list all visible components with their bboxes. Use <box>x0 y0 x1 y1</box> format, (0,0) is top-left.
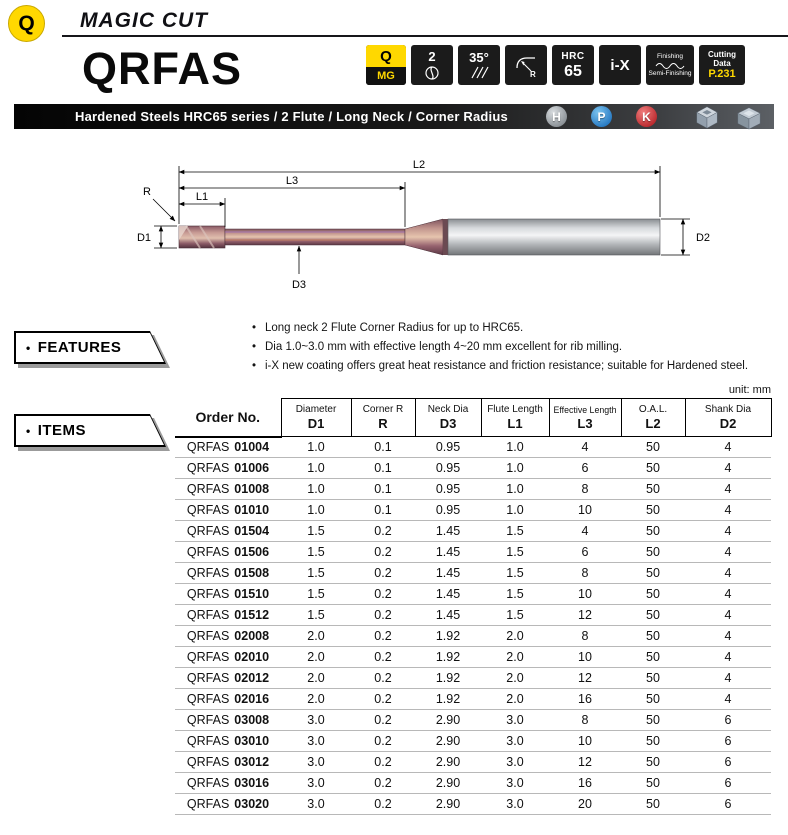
items-bullet: • <box>26 423 31 438</box>
flute-length-cell: 1.5 <box>481 542 549 563</box>
oal-cell: 50 <box>621 668 685 689</box>
flute-length-cell: 2.0 <box>481 689 549 710</box>
order-no-cell: QRFAS 03008 <box>175 710 281 731</box>
neck-dia-cell: 1.92 <box>415 689 481 710</box>
diameter-cell: 1.5 <box>281 563 351 584</box>
order-no-cell: QRFAS 01008 <box>175 479 281 500</box>
coating-boundary <box>443 219 448 255</box>
order-no-cell: QRFAS 02010 <box>175 647 281 668</box>
table-row <box>175 500 771 521</box>
oal-cell: 50 <box>621 542 685 563</box>
order-no-cell: QRFAS 02012 <box>175 668 281 689</box>
order-no-cell: QRFAS 01004 <box>175 437 281 458</box>
flute-length-cell: 1.0 <box>481 437 549 458</box>
diameter-cell: 1.5 <box>281 605 351 626</box>
table-row <box>175 794 771 815</box>
table-row <box>175 542 771 563</box>
page-title: QRFAS <box>82 43 243 94</box>
effective-length-cell: 6 <box>549 542 621 563</box>
effective-length-cell: 16 <box>549 689 621 710</box>
order-no-cell: QRFAS 01010 <box>175 500 281 521</box>
order-no-cell: QRFAS 01512 <box>175 605 281 626</box>
badge-hardness <box>552 45 594 85</box>
col-header-shank-dia: Shank Dia D2 <box>685 399 771 437</box>
tool-shank-section <box>448 219 660 255</box>
diameter-cell: 1.0 <box>281 479 351 500</box>
oal-cell: 50 <box>621 773 685 794</box>
cutting-data-label-1: Cutting <box>708 49 736 59</box>
badge-flute-count <box>411 45 453 85</box>
tool-diagram <box>14 142 774 317</box>
table-row <box>175 437 771 458</box>
diameter-cell: 3.0 <box>281 752 351 773</box>
material-badge-k: K <box>636 106 657 127</box>
flute-length-cell: 1.0 <box>481 479 549 500</box>
neck-dia-cell: 0.95 <box>415 458 481 479</box>
neck-dia-cell: 1.45 <box>415 521 481 542</box>
table-row <box>175 458 771 479</box>
effective-length-cell: 8 <box>549 563 621 584</box>
corner-r-cell: 0.1 <box>351 458 415 479</box>
shank-dia-cell: 4 <box>685 563 771 584</box>
dim-label-l1: L1 <box>195 191 209 203</box>
table-row <box>175 479 771 500</box>
neck-dia-cell: 0.95 <box>415 479 481 500</box>
effective-length-cell: 4 <box>549 437 621 458</box>
diameter-cell: 1.5 <box>281 521 351 542</box>
diameter-cell: 1.0 <box>281 458 351 479</box>
brand-logo <box>8 5 45 42</box>
diameter-cell: 1.0 <box>281 437 351 458</box>
corner-r-cell: 0.1 <box>351 437 415 458</box>
shank-dia-cell: 4 <box>685 437 771 458</box>
diameter-cell: 3.0 <box>281 710 351 731</box>
oal-cell: 50 <box>621 647 685 668</box>
neck-dia-cell: 1.92 <box>415 647 481 668</box>
neck-dia-cell: 2.90 <box>415 773 481 794</box>
machined-part-icon <box>690 104 724 130</box>
corner-r-cell: 0.2 <box>351 647 415 668</box>
order-no-cell: QRFAS 01510 <box>175 584 281 605</box>
neck-dia-cell: 2.90 <box>415 710 481 731</box>
flute-length-cell: 3.0 <box>481 773 549 794</box>
brand-name: MAGIC CUT <box>80 9 208 32</box>
flute-length-cell: 3.0 <box>481 752 549 773</box>
corner-r-cell: 0.1 <box>351 500 415 521</box>
diameter-cell: 1.5 <box>281 584 351 605</box>
series-description: Hardened Steels HRC65 series / 2 Flute / Long Neck / Corner Radius <box>75 109 508 124</box>
shank-dia-cell: 4 <box>685 647 771 668</box>
neck-dia-cell: 1.45 <box>415 563 481 584</box>
order-no-cell: QRFAS 03020 <box>175 794 281 815</box>
effective-length-cell: 20 <box>549 794 621 815</box>
badge-helix-angle <box>458 45 500 85</box>
col-header-effective-length: Effective Length L3 <box>549 399 621 437</box>
dim-label-r: R <box>143 186 151 198</box>
table-row <box>175 605 771 626</box>
flute-length-cell: 3.0 <box>481 794 549 815</box>
items-label: ITEMS <box>37 422 87 439</box>
shank-dia-cell: 6 <box>685 794 771 815</box>
oal-cell: 50 <box>621 437 685 458</box>
badge-corner-radius <box>505 45 547 85</box>
neck-dia-cell: 1.92 <box>415 626 481 647</box>
shank-dia-cell: 4 <box>685 479 771 500</box>
shank-dia-cell: 4 <box>685 605 771 626</box>
corner-r-cell: 0.2 <box>351 794 415 815</box>
table-row <box>175 668 771 689</box>
diameter-cell: 3.0 <box>281 731 351 752</box>
helix-hatch-icon <box>469 66 489 79</box>
oal-cell: 50 <box>621 458 685 479</box>
flute-length-cell: 3.0 <box>481 731 549 752</box>
oal-cell: 50 <box>621 500 685 521</box>
col-header-diameter: Diameter D1 <box>281 399 351 437</box>
corner-r-cell: 0.2 <box>351 689 415 710</box>
effective-length-cell: 16 <box>549 773 621 794</box>
col-header-oal: O.A.L. L2 <box>621 399 685 437</box>
diameter-cell: 2.0 <box>281 689 351 710</box>
table-row <box>175 584 771 605</box>
table-row <box>175 731 771 752</box>
effective-length-cell: 10 <box>549 731 621 752</box>
helix-angle-value: 35° <box>469 50 489 65</box>
oal-cell: 50 <box>621 584 685 605</box>
features-label: FEATURES <box>37 339 122 356</box>
flute-length-cell: 2.0 <box>481 647 549 668</box>
flute-length-cell: 1.5 <box>481 584 549 605</box>
oal-cell: 50 <box>621 626 685 647</box>
neck-dia-cell: 1.45 <box>415 605 481 626</box>
oal-cell: 50 <box>621 752 685 773</box>
dim-label-l3: L3 <box>285 175 299 187</box>
diameter-cell: 2.0 <box>281 626 351 647</box>
shank-dia-cell: 4 <box>685 626 771 647</box>
table-row <box>175 626 771 647</box>
finishing-label-1: Finishing <box>656 53 683 60</box>
diameter-cell: 1.5 <box>281 542 351 563</box>
feature-item: • Dia 1.0~3.0 mm with effective length 4~20 mm excellent for rib milling. <box>252 338 780 357</box>
diameter-cell: 3.0 <box>281 773 351 794</box>
neck-dia-cell: 2.90 <box>415 752 481 773</box>
flute-length-cell: 1.5 <box>481 605 549 626</box>
series-bar <box>14 104 774 129</box>
effective-length-cell: 10 <box>549 500 621 521</box>
neck-dia-cell: 1.45 <box>415 542 481 563</box>
table-row <box>175 710 771 731</box>
table-row <box>175 647 771 668</box>
oal-cell: 50 <box>621 794 685 815</box>
neck-dia-cell: 2.90 <box>415 794 481 815</box>
corner-r-cell: 0.2 <box>351 668 415 689</box>
header-divider <box>62 35 788 37</box>
effective-length-cell: 8 <box>549 479 621 500</box>
finishing-label-2: Semi-Finishing <box>648 70 692 77</box>
shank-dia-cell: 4 <box>685 542 771 563</box>
items-table-zone <box>175 398 771 815</box>
neck-dia-cell: 1.92 <box>415 668 481 689</box>
table-header-row <box>175 399 771 437</box>
order-no-cell: QRFAS 03010 <box>175 731 281 752</box>
effective-length-cell: 6 <box>549 458 621 479</box>
corner-r-cell: 0.2 <box>351 752 415 773</box>
finishing-wave-icon <box>655 61 685 69</box>
order-no-cell: QRFAS 03012 <box>175 752 281 773</box>
effective-length-cell: 12 <box>549 668 621 689</box>
table-row <box>175 773 771 794</box>
end-mill-face-icon <box>424 65 440 81</box>
badge-strip <box>366 45 745 85</box>
leader-line-r <box>153 199 175 221</box>
badge-qmg <box>366 45 406 85</box>
dim-label-l2: L2 <box>412 159 426 171</box>
neck-dia-cell: 1.45 <box>415 584 481 605</box>
effective-length-cell: 12 <box>549 605 621 626</box>
corner-r-cell: 0.2 <box>351 710 415 731</box>
flute-length-cell: 1.5 <box>481 521 549 542</box>
table-row <box>175 563 771 584</box>
corner-r-cell: 0.2 <box>351 773 415 794</box>
shank-dia-cell: 6 <box>685 773 771 794</box>
items-tag <box>14 414 166 447</box>
flute-count-value: 2 <box>428 48 436 64</box>
shank-dia-cell: 6 <box>685 731 771 752</box>
oal-cell: 50 <box>621 479 685 500</box>
badge-coating <box>599 45 641 85</box>
workpiece-icons <box>690 104 766 130</box>
corner-radius-icon <box>514 52 538 78</box>
shank-dia-cell: 4 <box>685 458 771 479</box>
shank-dia-cell: 4 <box>685 689 771 710</box>
oal-cell: 50 <box>621 689 685 710</box>
hardness-value: 65 <box>564 62 582 80</box>
effective-length-cell: 10 <box>549 584 621 605</box>
hardness-label: HRC <box>561 50 585 62</box>
corner-r-cell: 0.1 <box>351 479 415 500</box>
shank-dia-cell: 6 <box>685 752 771 773</box>
effective-length-cell: 12 <box>549 752 621 773</box>
dim-label-d3: D3 <box>291 279 307 291</box>
tool-taper-section <box>405 219 443 255</box>
feature-item: • i-X new coating offers great heat resistance and friction resistance; suitable for Hardened steel. <box>252 357 780 376</box>
material-badges <box>546 106 657 127</box>
tool-body <box>179 219 660 255</box>
table-row <box>175 752 771 773</box>
features-tag <box>14 331 166 364</box>
flute-length-cell: 1.0 <box>481 458 549 479</box>
features-bullet: • <box>26 340 31 355</box>
corner-r-cell: 0.2 <box>351 542 415 563</box>
flute-length-cell: 1.5 <box>481 563 549 584</box>
order-no-cell: QRFAS 02016 <box>175 689 281 710</box>
flute-length-cell: 2.0 <box>481 626 549 647</box>
corner-r-cell: 0.2 <box>351 626 415 647</box>
col-header-neck-dia: Neck Dia D3 <box>415 399 481 437</box>
material-badge-h: H <box>546 106 567 127</box>
qmg-bottom-label: MG <box>366 67 406 85</box>
features-list <box>252 319 780 376</box>
shank-dia-cell: 4 <box>685 500 771 521</box>
badge-cutting-data <box>699 45 745 85</box>
oal-cell: 50 <box>621 563 685 584</box>
diameter-cell: 2.0 <box>281 668 351 689</box>
effective-length-cell: 8 <box>549 710 621 731</box>
coating-name: i-X <box>610 56 630 74</box>
feature-item: • Long neck 2 Flute Corner Radius for up to HRC65. <box>252 319 780 338</box>
effective-length-cell: 4 <box>549 521 621 542</box>
flute-length-cell: 1.0 <box>481 500 549 521</box>
mold-part-icon <box>732 104 766 130</box>
cutting-data-page-ref: P.231 <box>708 67 736 80</box>
oal-cell: 50 <box>621 605 685 626</box>
corner-r-cell: 0.2 <box>351 605 415 626</box>
order-no-cell: QRFAS 03016 <box>175 773 281 794</box>
table-row <box>175 689 771 710</box>
shank-dia-cell: 4 <box>685 584 771 605</box>
shank-dia-cell: 4 <box>685 521 771 542</box>
order-no-cell: QRFAS 01508 <box>175 563 281 584</box>
items-table <box>175 398 772 815</box>
qmg-top-label: Q <box>366 45 406 67</box>
neck-dia-cell: 2.90 <box>415 731 481 752</box>
order-no-cell: QRFAS 01504 <box>175 521 281 542</box>
neck-dia-cell: 0.95 <box>415 437 481 458</box>
neck-dia-cell: 0.95 <box>415 500 481 521</box>
effective-length-cell: 10 <box>549 647 621 668</box>
shank-dia-cell: 6 <box>685 710 771 731</box>
unit-note: unit: mm <box>728 384 771 396</box>
badge-finishing <box>646 45 694 85</box>
corner-r-cell: 0.2 <box>351 731 415 752</box>
effective-length-cell: 8 <box>549 626 621 647</box>
cutting-data-label-2: Data <box>713 58 731 68</box>
col-header-corner-r: Corner R R <box>351 399 415 437</box>
brand-logo-letter: Q <box>18 11 35 35</box>
dim-label-d2: D2 <box>695 232 711 244</box>
order-no-cell: QRFAS 01006 <box>175 458 281 479</box>
oal-cell: 50 <box>621 521 685 542</box>
table-row <box>175 521 771 542</box>
order-no-cell: QRFAS 02008 <box>175 626 281 647</box>
diameter-cell: 2.0 <box>281 647 351 668</box>
corner-r-cell: 0.2 <box>351 584 415 605</box>
svg-text:R: R <box>530 70 536 78</box>
oal-cell: 50 <box>621 731 685 752</box>
col-header-order-no: Order No. <box>175 399 281 437</box>
tool-diagram-svg <box>14 142 774 317</box>
corner-r-cell: 0.2 <box>351 521 415 542</box>
order-no-cell: QRFAS 01506 <box>175 542 281 563</box>
material-badge-p: P <box>591 106 612 127</box>
corner-r-cell: 0.2 <box>351 563 415 584</box>
diameter-cell: 3.0 <box>281 794 351 815</box>
flute-length-cell: 3.0 <box>481 710 549 731</box>
flute-length-cell: 2.0 <box>481 668 549 689</box>
diameter-cell: 1.0 <box>281 500 351 521</box>
dim-label-d1: D1 <box>136 232 152 244</box>
oal-cell: 50 <box>621 710 685 731</box>
col-header-flute-length: Flute Length L1 <box>481 399 549 437</box>
shank-dia-cell: 4 <box>685 668 771 689</box>
